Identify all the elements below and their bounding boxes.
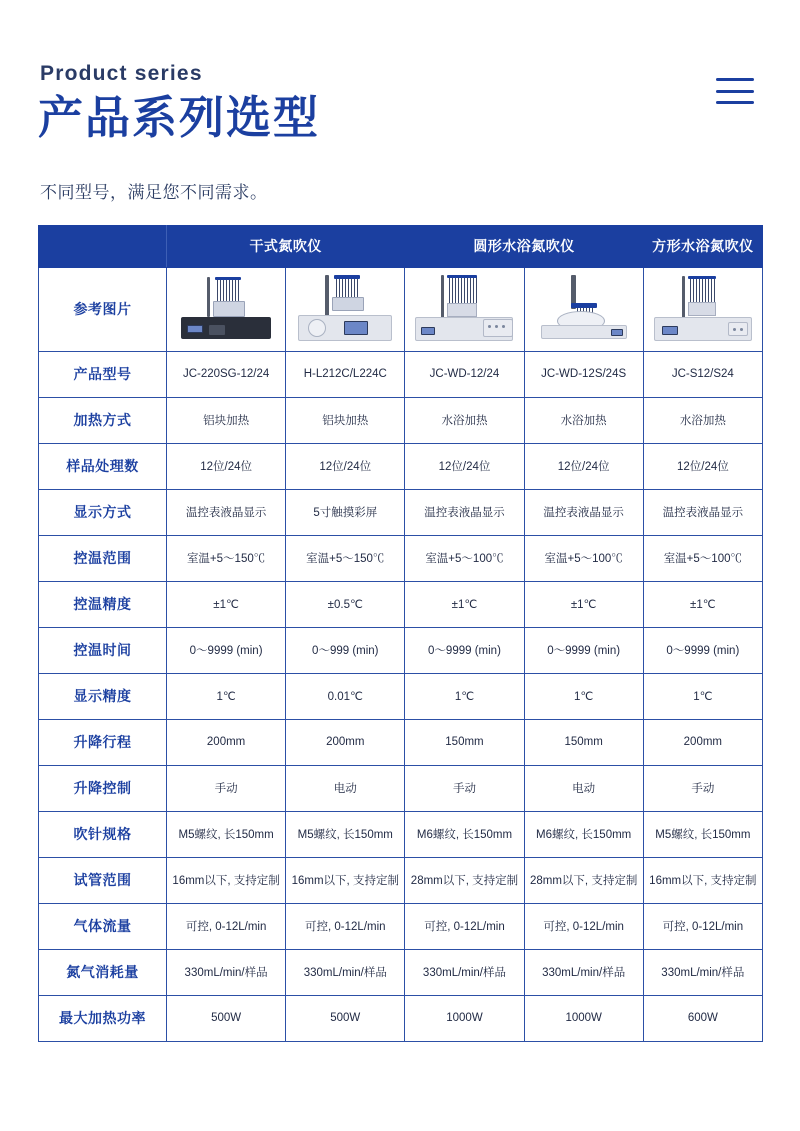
cell-gas-flow-4: 可控, 0-12L/min: [524, 903, 643, 949]
cell-model-3: JC-WD-12/24: [405, 351, 524, 397]
cell-sample-count-4: 12位/24位: [524, 443, 643, 489]
group-header-row: [39, 225, 763, 267]
cell-gas-flow-3: 可控, 0-12L/min: [405, 903, 524, 949]
table-row: [39, 397, 763, 443]
cell-nitrogen-consumption-5: 330mL/min/样品: [643, 949, 762, 995]
row-label-sample-count: 样品处理数: [39, 443, 167, 489]
product-image-cell-5: [643, 267, 762, 351]
table-corner-cell: [39, 225, 167, 267]
cell-max-power-1: 500W: [167, 995, 286, 1041]
cell-sample-count-1: 12位/24位: [167, 443, 286, 489]
cell-heating-2: 铝块加热: [286, 397, 405, 443]
square-water-bath-nitrogen-evaporator-illustration: [650, 273, 756, 345]
cell-tube-range-3: 28mm以下, 支持定制: [405, 857, 524, 903]
cell-needle-spec-4: M6螺纹, 长150mm: [524, 811, 643, 857]
cell-tube-range-2: 16mm以下, 支持定制: [286, 857, 405, 903]
hamburger-menu-icon[interactable]: [716, 78, 754, 104]
table-row: [39, 949, 763, 995]
cell-heating-1: 铝块加热: [167, 397, 286, 443]
spec-table-wrapper: [38, 225, 762, 1042]
cell-sample-count-2: 12位/24位: [286, 443, 405, 489]
cell-lift-travel-2: 200mm: [286, 719, 405, 765]
cell-nitrogen-consumption-2: 330mL/min/样品: [286, 949, 405, 995]
cell-display-accuracy-1: 1℃: [167, 673, 286, 719]
cell-model-5: JC-S12/S24: [643, 351, 762, 397]
cell-display-mode-2: 5寸触摸彩屏: [286, 489, 405, 535]
cell-max-power-5: 600W: [643, 995, 762, 1041]
cell-needle-spec-3: M6螺纹, 长150mm: [405, 811, 524, 857]
product-image-cell-2: [286, 267, 405, 351]
cell-sample-count-5: 12位/24位: [643, 443, 762, 489]
table-row: [39, 267, 763, 351]
cell-max-power-4: 1000W: [524, 995, 643, 1041]
cell-timer-5: 0～9999 (min): [643, 627, 762, 673]
row-label-needle-spec: 吹针规格: [39, 811, 167, 857]
page-eyebrow: Product series: [40, 62, 203, 85]
cell-tube-range-5: 16mm以下, 支持定制: [643, 857, 762, 903]
cell-lift-travel-3: 150mm: [405, 719, 524, 765]
menu-line-3: [716, 101, 754, 104]
cell-model-2: H-L212C/L224C: [286, 351, 405, 397]
menu-line-1: [716, 78, 754, 81]
cell-temp-range-1: 室温+5～150℃: [167, 535, 286, 581]
cell-lift-travel-5: 200mm: [643, 719, 762, 765]
spec-table: [38, 225, 763, 1042]
product-image-cell-1: [167, 267, 286, 351]
cell-model-4: JC-WD-12S/24S: [524, 351, 643, 397]
cell-temp-accuracy-2: ±0.5℃: [286, 581, 405, 627]
group-header-round-bath: 圆形水浴氮吹仪: [405, 225, 643, 267]
table-row: [39, 995, 763, 1041]
cell-sample-count-3: 12位/24位: [405, 443, 524, 489]
cell-max-power-2: 500W: [286, 995, 405, 1041]
group-header-dry: 干式氮吹仪: [167, 225, 405, 267]
cell-needle-spec-5: M5螺纹, 长150mm: [643, 811, 762, 857]
cell-lift-travel-1: 200mm: [167, 719, 286, 765]
row-label-heating-method: 加热方式: [39, 397, 167, 443]
cell-lift-control-1: 手动: [167, 765, 286, 811]
table-row: [39, 443, 763, 489]
page-title: 产品系列选型: [38, 92, 321, 143]
cell-lift-control-2: 电动: [286, 765, 405, 811]
table-row: [39, 489, 763, 535]
row-label-reference-image: 参考图片: [39, 267, 167, 351]
cell-needle-spec-1: M5螺纹, 长150mm: [167, 811, 286, 857]
table-row: [39, 811, 763, 857]
cell-temp-accuracy-1: ±1℃: [167, 581, 286, 627]
cell-tube-range-1: 16mm以下, 支持定制: [167, 857, 286, 903]
product-image-cell-4: [524, 267, 643, 351]
row-label-tube-range: 试管范围: [39, 857, 167, 903]
cell-lift-control-4: 电动: [524, 765, 643, 811]
cell-display-accuracy-3: 1℃: [405, 673, 524, 719]
row-label-lift-travel: 升降行程: [39, 719, 167, 765]
cell-timer-1: 0～9999 (min): [167, 627, 286, 673]
menu-line-2: [716, 90, 754, 93]
cell-display-accuracy-4: 1℃: [524, 673, 643, 719]
row-label-temp-range: 控温范围: [39, 535, 167, 581]
cell-display-mode-5: 温控表液晶显示: [643, 489, 762, 535]
table-row: [39, 903, 763, 949]
row-label-display-mode: 显示方式: [39, 489, 167, 535]
cell-temp-range-4: 室温+5～100℃: [524, 535, 643, 581]
table-row: [39, 351, 763, 397]
table-row: [39, 627, 763, 673]
table-row: [39, 581, 763, 627]
cell-nitrogen-consumption-1: 330mL/min/样品: [167, 949, 286, 995]
row-label-max-power: 最大加热功率: [39, 995, 167, 1041]
page-header: [38, 0, 762, 203]
product-image-cell-3: [405, 267, 524, 351]
spec-table-head: [39, 225, 763, 267]
cell-display-mode-3: 温控表液晶显示: [405, 489, 524, 535]
row-label-temp-accuracy: 控温精度: [39, 581, 167, 627]
cell-lift-travel-4: 150mm: [524, 719, 643, 765]
cell-display-mode-4: 温控表液晶显示: [524, 489, 643, 535]
cell-model-1: JC-220SG-12/24: [167, 351, 286, 397]
table-row: [39, 857, 763, 903]
cell-lift-control-5: 手动: [643, 765, 762, 811]
cell-display-accuracy-2: 0.01℃: [286, 673, 405, 719]
row-label-timer: 控温时间: [39, 627, 167, 673]
row-label-display-accuracy: 显示精度: [39, 673, 167, 719]
cell-nitrogen-consumption-3: 330mL/min/样品: [405, 949, 524, 995]
cell-display-mode-1: 温控表液晶显示: [167, 489, 286, 535]
cell-timer-4: 0～9999 (min): [524, 627, 643, 673]
cell-needle-spec-2: M5螺纹, 长150mm: [286, 811, 405, 857]
cell-timer-2: 0～999 (min): [286, 627, 405, 673]
dry-block-nitrogen-evaporator-2-illustration: [292, 273, 398, 345]
row-label-model: 产品型号: [39, 351, 167, 397]
cell-max-power-3: 1000W: [405, 995, 524, 1041]
cell-gas-flow-2: 可控, 0-12L/min: [286, 903, 405, 949]
table-row: [39, 535, 763, 581]
cell-nitrogen-consumption-4: 330mL/min/样品: [524, 949, 643, 995]
dry-block-nitrogen-evaporator-1-illustration: [173, 273, 279, 345]
cell-temp-accuracy-4: ±1℃: [524, 581, 643, 627]
round-water-bath-nitrogen-evaporator-2-illustration: [531, 273, 637, 345]
row-label-nitrogen-consumption: 氮气消耗量: [39, 949, 167, 995]
cell-heating-3: 水浴加热: [405, 397, 524, 443]
cell-gas-flow-1: 可控, 0-12L/min: [167, 903, 286, 949]
cell-timer-3: 0～9999 (min): [405, 627, 524, 673]
row-label-lift-control: 升降控制: [39, 765, 167, 811]
cell-lift-control-3: 手动: [405, 765, 524, 811]
row-label-gas-flow: 气体流量: [39, 903, 167, 949]
group-header-square-bath: 方形水浴氮吹仪: [643, 225, 762, 267]
round-water-bath-nitrogen-evaporator-1-illustration: [411, 273, 517, 345]
page-subtitle: 不同型号，满足您不同需求。: [40, 182, 268, 202]
cell-temp-accuracy-5: ±1℃: [643, 581, 762, 627]
cell-tube-range-4: 28mm以下, 支持定制: [524, 857, 643, 903]
cell-gas-flow-5: 可控, 0-12L/min: [643, 903, 762, 949]
table-row: [39, 719, 763, 765]
cell-heating-4: 水浴加热: [524, 397, 643, 443]
spec-table-body: [39, 267, 763, 1041]
cell-temp-range-5: 室温+5～100℃: [643, 535, 762, 581]
cell-temp-range-3: 室温+5～100℃: [405, 535, 524, 581]
table-row: [39, 673, 763, 719]
cell-display-accuracy-5: 1℃: [643, 673, 762, 719]
table-row: [39, 765, 763, 811]
cell-heating-5: 水浴加热: [643, 397, 762, 443]
cell-temp-accuracy-3: ±1℃: [405, 581, 524, 627]
cell-temp-range-2: 室温+5～150℃: [286, 535, 405, 581]
